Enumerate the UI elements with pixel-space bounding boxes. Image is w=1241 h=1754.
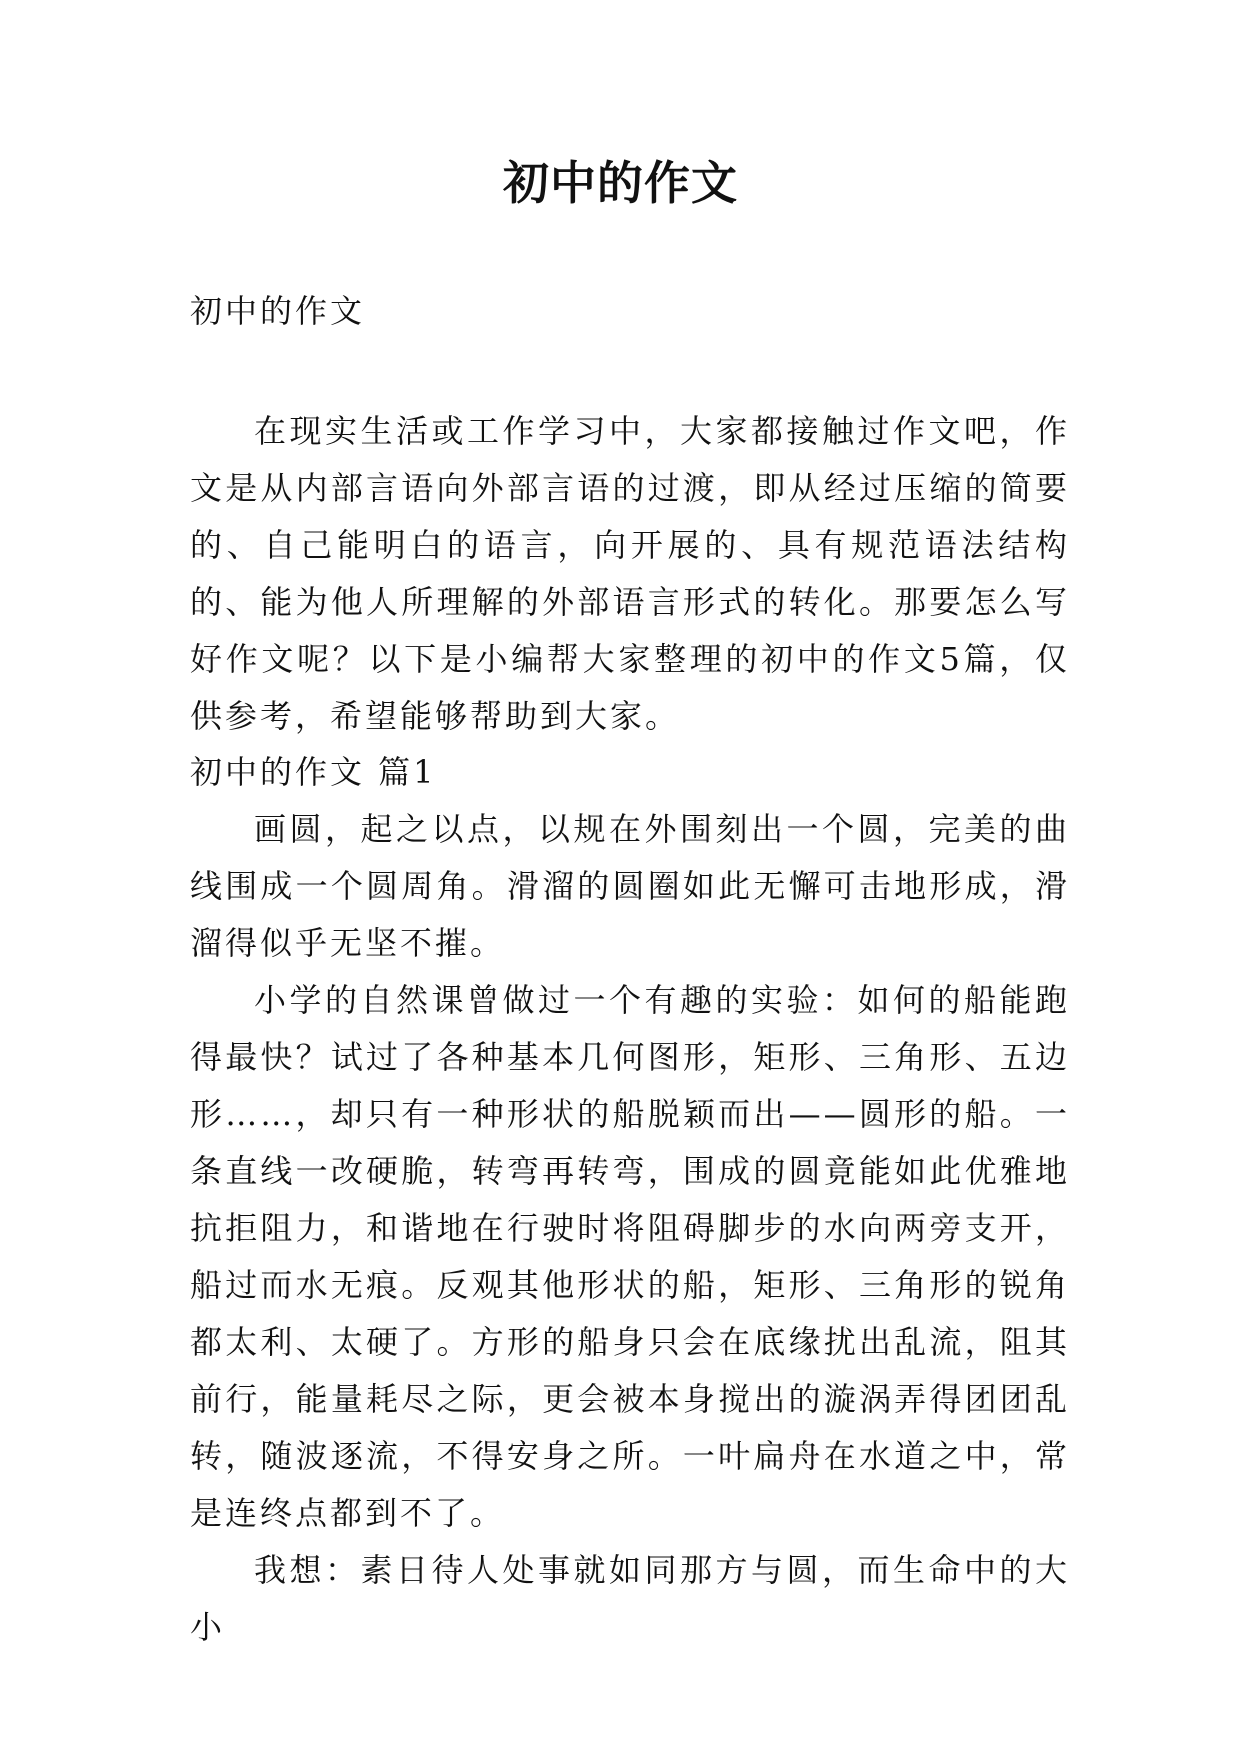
- body-paragraph: 小学的自然课曾做过一个有趣的实验：如何的船能跑得最快？试过了各种基本几何图形，矩形、三角形、五边形……，却只有一种形状的船脱颖而出——圆形的船。一条直线一改硬脆，转弯再转弯，围成的圆竟能如此优雅地抗拒阻力，和谐地在行驶时将阻碍脚步的水向两旁支开，船过而水无痕。反观其他形状的船，矩形、三角形的锐角都太利、太硬了。方形的船身只会在底缘扰出乱流，阻其前行，能量耗尽之际，更会被本身搅出的漩涡弄得团团乱转，随波逐流，不得安身之所。一叶扁舟在水道之中，常是连终点都到不了。: [190, 981, 1070, 1532]
- intro-paragraph: 在现实生活或工作学习中，大家都接触过作文吧，作文是从内部言语向外部言语的过渡，即从经过压缩的简要的、自己能明白的语言，向开展的、具有规范语法结构的、能为他人所理解的外部语言形式的转化。那要怎么写好作文呢？以下是小编帮大家整理的初中的作文5篇，仅供参考，希望能够帮助到大家。: [190, 412, 1070, 735]
- section-heading: 初中的作文 篇1: [190, 753, 437, 791]
- document-title: 初中的作文: [503, 156, 738, 210]
- body-paragraph: 我想：素日待人处事就如同那方与圆，而生命中的大小: [190, 1551, 1070, 1646]
- body-paragraph: 画圆，起之以点，以规在外围刻出一个圆，完美的曲线围成一个圆周角。滑溜的圆圈如此无懈可击地形成，滑溜得似乎无坚不摧。: [190, 810, 1070, 962]
- document-subtitle: 初中的作文: [190, 292, 366, 330]
- article-section: [190, 744, 1070, 1656]
- intro-section: [190, 403, 1070, 745]
